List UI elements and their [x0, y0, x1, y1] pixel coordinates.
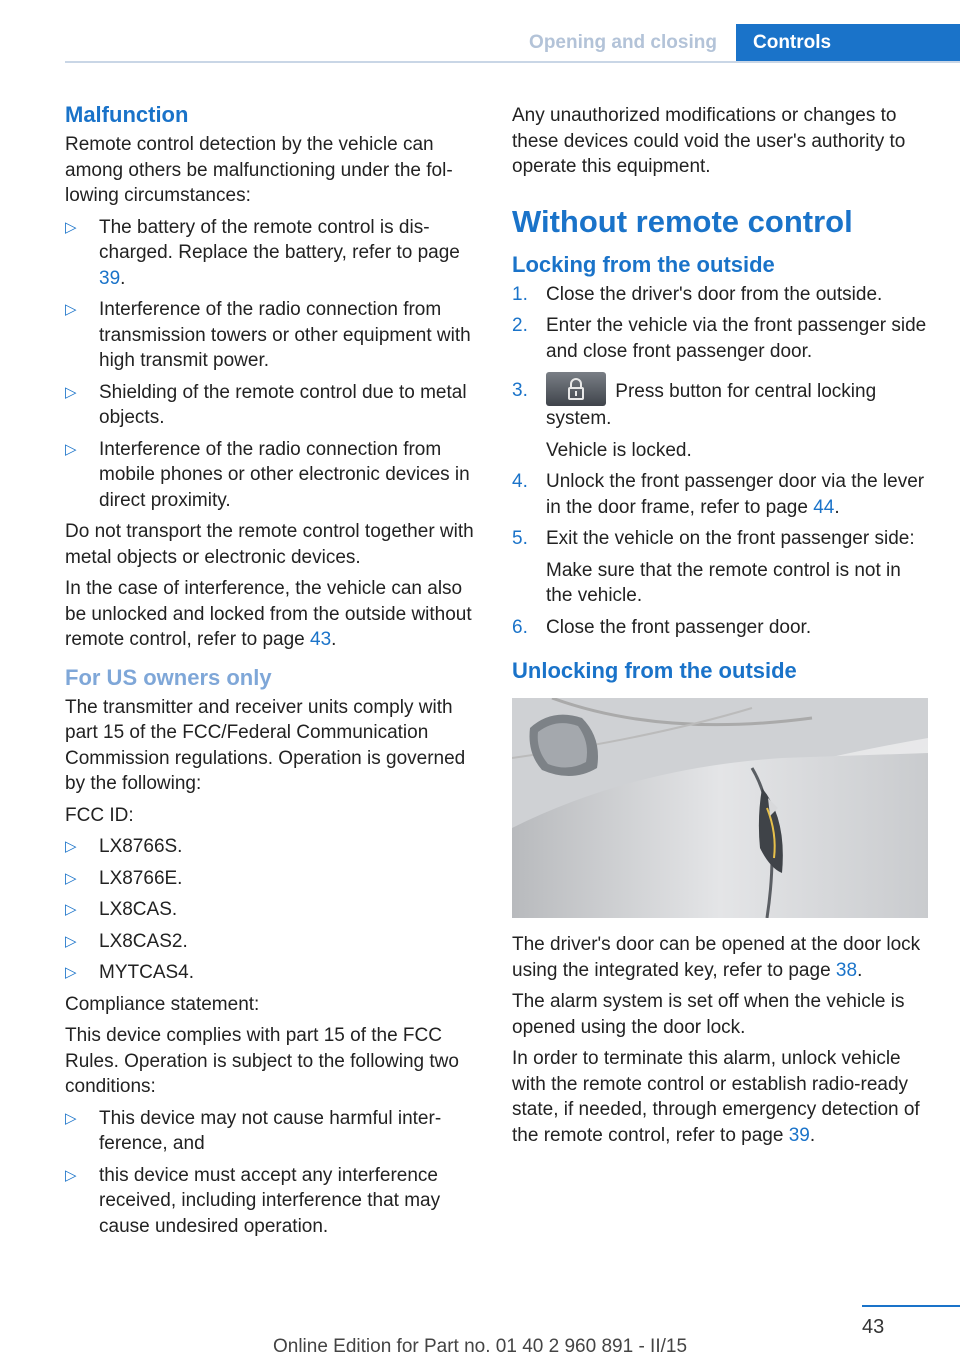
- page-number: 43: [862, 1316, 885, 1338]
- list-item: 5. Exit the vehicle on the front passenger side: Make sure that the remote control is not in the vehicle.: [512, 528, 915, 606]
- triangle-bullet-icon: ▷: [65, 440, 77, 458]
- list-item: 3. Press button for central locking system. Vehicle is locked.: [512, 378, 932, 463]
- list-item: ▷ LX8CAS.: [65, 897, 480, 923]
- list-item: ▷ Interference of the radio connection from mobile phones or other electronic devices in direct proximity.: [65, 438, 470, 511]
- triangle-bullet-icon: ▷: [65, 901, 77, 918]
- heading-without-remote: Without remote control: [512, 203, 853, 239]
- list-item: ▷ Shielding of the remote control due to metal objects.: [65, 381, 467, 428]
- list-item: ▷ The battery of the remote control is discharged. Replace the battery, refer to page 39.: [65, 216, 460, 289]
- list-item: 6. Close the front passenger door.: [512, 616, 812, 638]
- list-item: 4. Unlock the front passenger door via the lever in the door frame, refer to page 44.: [512, 471, 925, 518]
- page-link-44[interactable]: 44: [813, 496, 835, 518]
- alarm-note: The alarm system is set off when the vehicle is opened using the door lock.: [512, 991, 905, 1038]
- heading-locking-outside: Locking from the outside: [512, 251, 775, 277]
- page-link-38[interactable]: 38: [835, 959, 858, 981]
- conditions-list: [65, 1106, 480, 1240]
- central-lock-button-icon: [546, 372, 606, 406]
- heading-malfunction: Malfunction: [65, 102, 189, 127]
- page-link-39[interactable]: 39: [788, 1124, 810, 1146]
- terminate-alarm-note: In order to terminate this alarm, unlock vehicle with the remote control or establish radio-ready state, if needed, through emergency detection of the remote control, refer to page 39.: [512, 1048, 920, 1146]
- malfunction-list: [65, 215, 480, 514]
- list-item: 2. Enter the vehicle via the front passenger side and close front passenger door.: [512, 315, 927, 362]
- list-item: ▷ LX8766S.: [65, 834, 480, 860]
- fcc-paragraph: The transmitter and receiver units comply with part 15 of the FCC/Federal Communication Commission regulations. Operation is governed by the following:: [65, 696, 466, 794]
- malfunction-intro: Remote control detection by the vehicle can among others be malfunctioning under the following circumstances:: [65, 134, 453, 206]
- triangle-bullet-icon: ▷: [65, 932, 77, 950]
- header-rule: [65, 61, 960, 63]
- transport-note: Do not transport the remote control together with metal objects or electronic devices.: [65, 521, 474, 568]
- footer-rule: [862, 1305, 960, 1307]
- compliance-text: This device complies with part 15 of the FCC Rules. Operation is subject to the following two conditions:: [65, 1025, 459, 1097]
- interference-note: In the case of interference, the vehicle can also be unlocked and locked from the outside without remote control, refer to page 43.: [65, 578, 472, 650]
- triangle-bullet-icon: ▷: [65, 383, 77, 401]
- page-link-43[interactable]: 43: [310, 629, 332, 650]
- driver-door-note: The driver's door can be opened at the door lock using the integrated key, refer to page 38.: [512, 934, 921, 981]
- list-item: ▷ MYTCAS4.: [65, 960, 480, 986]
- triangle-bullet-icon: ▷: [65, 301, 77, 318]
- triangle-bullet-icon: ▷: [65, 218, 77, 236]
- triangle-bullet-icon: ▷: [65, 869, 77, 887]
- heading-unlocking-outside: Unlocking from the outside: [512, 658, 797, 683]
- tab-opening-and-closing[interactable]: Opening and closing: [529, 32, 717, 53]
- compliance-label: Compliance statement:: [65, 993, 260, 1015]
- unauthorized-note: Any unauthorized modifications or changes to these devices could void the user's authority to operate this equipment.: [512, 105, 906, 177]
- list-item: ▷ LX8766E.: [65, 866, 480, 892]
- door-lock-illustration: [512, 698, 928, 918]
- left-column: [65, 102, 480, 1245]
- page-link-39[interactable]: 39: [99, 267, 121, 289]
- edition-footer: Online Edition for Part no. 01 40 2 960 891 - II/15: [272, 1336, 688, 1357]
- right-column: [512, 102, 932, 1154]
- triangle-bullet-icon: ▷: [65, 1109, 77, 1127]
- list-item: ▷ this device must accept any interference received, including interference that may cause undesired operation.: [65, 1164, 441, 1237]
- triangle-bullet-icon: ▷: [65, 838, 77, 855]
- fcc-id-list: [65, 834, 480, 986]
- list-item: ▷ Interference of the radio connection from transmission towers or other equipment with high transmit power.: [65, 299, 471, 371]
- triangle-bullet-icon: ▷: [65, 964, 77, 981]
- list-item: 1. Close the driver's door from the outside.: [512, 283, 883, 305]
- list-item: ▷ This device may not cause harmful interference, and: [65, 1107, 442, 1154]
- tab-controls[interactable]: Controls: [736, 24, 960, 62]
- fcc-id-label: FCC ID:: [65, 804, 134, 826]
- heading-us-owners: For US owners only: [65, 664, 272, 690]
- triangle-bullet-icon: ▷: [65, 1166, 77, 1184]
- list-item: ▷ LX8CAS2.: [65, 929, 480, 955]
- locking-steps: [512, 282, 932, 641]
